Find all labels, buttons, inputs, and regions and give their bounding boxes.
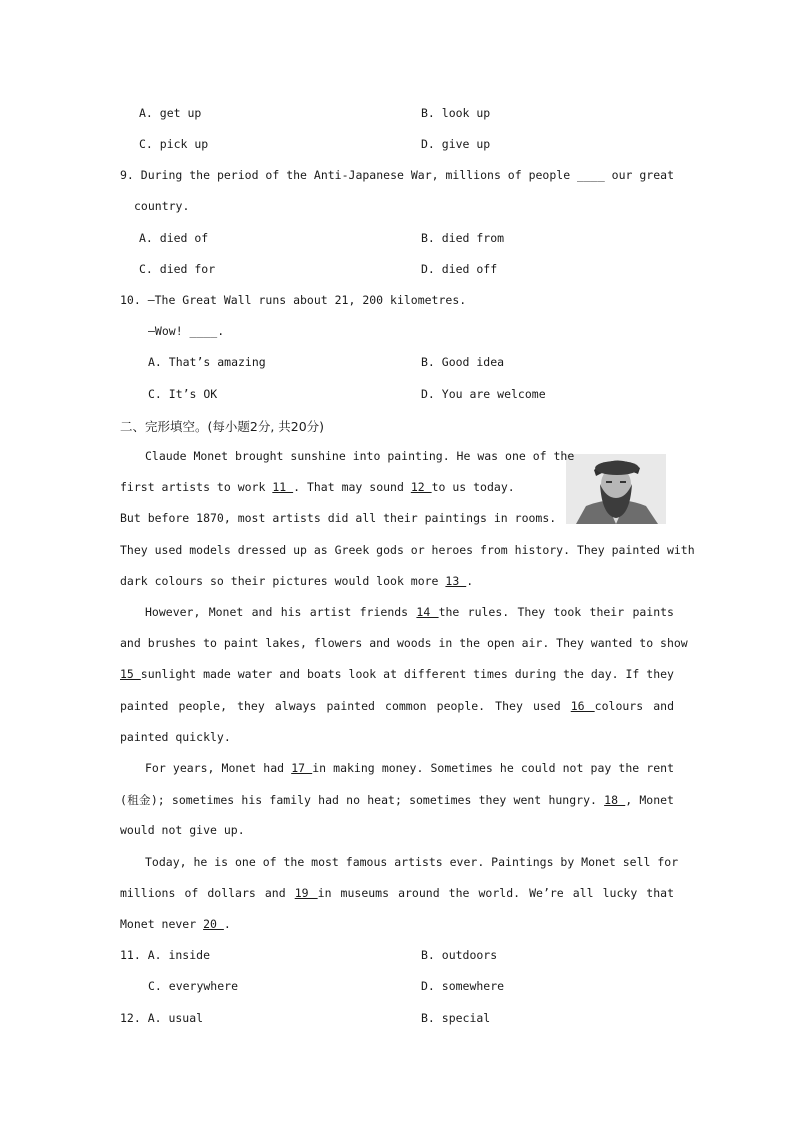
passage-p2-line5: painted quickly. [120,730,231,744]
q11-option-c: C. everywhere [148,979,239,993]
text-run: painted people, they always painted common people. They used [120,699,571,713]
q8-option-c: C. pick up [139,137,209,151]
q11-option-d: D. somewhere [421,979,505,993]
passage-p2-line4 [120,699,674,713]
blank-14[interactable]: 14 [416,605,439,619]
section-heading: 二、完形填空。(每小题2分, 共20分) [120,419,325,434]
passage-p1-line2 [120,480,515,494]
passage-p4-line2 [120,886,674,900]
text-run: . [466,574,474,588]
passage-p1-line4: They used models dressed up as Greek gods or heroes from history. They painted with [120,543,695,557]
q9-stem-cont: country. [134,199,190,213]
q8-option-b: B. look up [421,106,491,120]
blank-16[interactable]: 16 [570,699,595,713]
text-run: However, Monet and his artist friends [145,605,417,619]
blank-13[interactable]: 13 [445,574,467,588]
text-run: the rules. They took their paints [438,605,674,619]
q10-option-a: A. That’s amazing [148,355,266,369]
q8-option-d: D. give up [421,137,491,151]
text-run: (租金); sometimes his family had no heat; sometimes they went hungry. [120,793,605,807]
q9-option-c: C. died for [139,262,216,276]
passage-p1-line5 [120,574,473,588]
text-run: in museums around the world. We’re all lucky that [317,886,674,900]
passage-p3-line2 [120,792,674,808]
q10-stem: 10. —The Great Wall runs about 21, 200 kilometres. [120,293,467,307]
passage-p2-line3 [120,667,674,681]
text-run: sunlight made water and boats look at different times during the day. If they [140,667,674,681]
q8-option-a: A. get up [139,106,202,120]
text-run: in making money. Sometimes he could not pay the rent [312,761,675,775]
blank-19[interactable]: 19 [294,886,318,900]
text-run: Monet never [120,917,204,931]
q10-option-d: D. You are welcome [421,387,546,401]
passage-p4-line3 [120,917,231,931]
blank-18[interactable]: 18 [604,793,626,807]
passage-p3-line3: would not give up. [120,823,245,837]
passage-p2-line1 [145,605,674,619]
q9-stem: 9. During the period of the Anti-Japanese War, millions of people ____ our great [120,168,674,182]
text-run: . That may sound [293,480,411,494]
passage-p2-line2: and brushes to paint lakes, flowers and woods in the open air. They wanted to show [120,636,688,650]
q12-option-b: B. special [421,1011,491,1025]
text-run: millions of dollars and [120,886,295,900]
blank-15[interactable]: 15 [120,667,141,681]
q10-reply: —Wow! ____. [148,324,225,338]
blank-12[interactable]: 12 [410,480,432,494]
text-run: colours and [594,699,674,713]
text-run: . [223,917,231,931]
text-run: first artists to work [120,480,273,494]
q12-option-a: 12. A. usual [120,1011,204,1025]
blank-17[interactable]: 17 [291,761,313,775]
text-run: to us today. [431,480,515,494]
text-run: , Monet [625,793,674,807]
passage-p1-line3: But before 1870, most artists did all their paintings in rooms. [120,511,557,525]
blank-11[interactable]: 11 [272,480,294,494]
passage-p3-line1 [145,761,674,775]
q11-option-b: B. outdoors [421,948,498,962]
text-run: For years, Monet had [145,761,292,775]
q10-option-b: B. Good idea [421,355,505,369]
q10-option-c: C. It’s OK [148,387,218,401]
q11-option-a: 11. A. inside [120,948,211,962]
passage-p1-line1: Claude Monet brought sunshine into painting. He was one of the [145,449,575,463]
blank-20[interactable]: 20 [203,917,224,931]
q9-option-d: D. died off [421,262,498,276]
text-run: dark colours so their pictures would look more [120,574,446,588]
monet-portrait-image [566,454,666,524]
passage-p4-line1: Today, he is one of the most famous artists ever. Paintings by Monet sell for [145,855,679,869]
q9-option-b: B. died from [421,231,505,245]
q9-option-a: A. died of [139,231,209,245]
